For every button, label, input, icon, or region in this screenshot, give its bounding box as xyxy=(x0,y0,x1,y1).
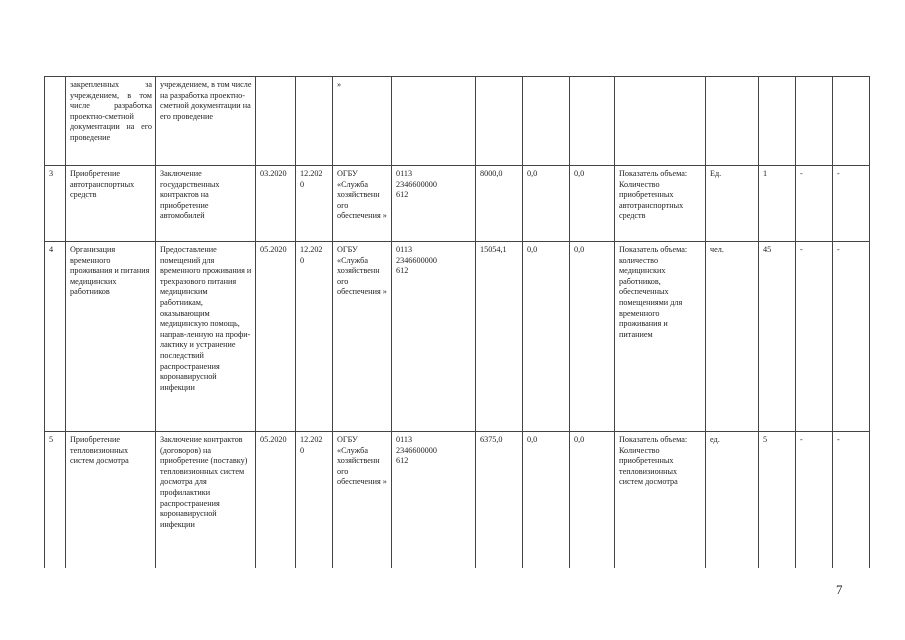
amount: 15054,1 xyxy=(476,242,523,432)
indicator-unit: чел. xyxy=(706,242,759,432)
amount-year-2 xyxy=(523,77,570,166)
indicator-value-2: - xyxy=(796,166,833,242)
start-date: 03.2020 xyxy=(256,166,296,242)
indicator-value: 5 xyxy=(759,432,796,568)
indicator-value-3: - xyxy=(833,166,870,242)
budget-code: 0113 2346600000 612 xyxy=(392,242,476,432)
executor: » xyxy=(333,77,392,166)
executor: ОГБУ «Служба хозяйственн ого обеспечения » xyxy=(333,432,392,568)
indicator: Показатель объема: количество медицинских работников, обеспеченных помещениями для временного проживания и питанием xyxy=(615,242,706,432)
table-row xyxy=(45,432,870,568)
indicator-value xyxy=(759,77,796,166)
measures-table xyxy=(44,76,870,568)
indicator-value-2 xyxy=(796,77,833,166)
row-number: 3 xyxy=(45,166,66,242)
amount-year-3 xyxy=(570,77,615,166)
amount-year-2: 0,0 xyxy=(523,166,570,242)
indicator-value-2: - xyxy=(796,432,833,568)
indicator: Показатель объема: Количество приобретенных тепловизионных систем досмотра xyxy=(615,432,706,568)
indicator-value-2: - xyxy=(796,242,833,432)
start-date xyxy=(256,77,296,166)
indicator-unit: Ед. xyxy=(706,166,759,242)
indicator-value: 45 xyxy=(759,242,796,432)
indicator-value-3: - xyxy=(833,242,870,432)
amount-year-2: 0,0 xyxy=(523,242,570,432)
start-date: 05.2020 xyxy=(256,242,296,432)
end-date: 12.202 0 xyxy=(296,242,333,432)
measure-name: закрепленных за учреждением, в том числе разработка проектно-сметной документации на его проведение xyxy=(66,77,156,166)
row-number xyxy=(45,77,66,166)
table-row xyxy=(45,242,870,432)
indicator: Показатель объема: Количество приобретенных автотранспортных средств xyxy=(615,166,706,242)
budget-code: 0113 2346600000 612 xyxy=(392,432,476,568)
measure-content: Заключение государственных контрактов на приобретение автомобилей xyxy=(156,166,256,242)
table-row xyxy=(45,166,870,242)
end-date xyxy=(296,77,333,166)
measure-name: Организация временного проживания и питания медицинских работников xyxy=(66,242,156,432)
indicator xyxy=(615,77,706,166)
end-date: 12.202 0 xyxy=(296,432,333,568)
budget-code: 0113 2346600000 612 xyxy=(392,166,476,242)
executor: ОГБУ «Служба хозяйственн ого обеспечения » xyxy=(333,166,392,242)
measure-content: Заключение контрактов (договоров) на приобретение (поставку) тепловизионных систем досмотра для профилактики распространения коронавирусной инфекции xyxy=(156,432,256,568)
indicator-unit xyxy=(706,77,759,166)
measure-content: учреждением, в том числе на разработка проектно-сметной документации на его проведение xyxy=(156,77,256,166)
table-row xyxy=(45,77,870,166)
executor: ОГБУ «Служба хозяйственн ого обеспечения » xyxy=(333,242,392,432)
indicator-value: 1 xyxy=(759,166,796,242)
measure-name: Приобретение тепловизионных систем досмотра xyxy=(66,432,156,568)
budget-code xyxy=(392,77,476,166)
amount: 6375,0 xyxy=(476,432,523,568)
indicator-value-3 xyxy=(833,77,870,166)
row-number: 5 xyxy=(45,432,66,568)
amount: 8000,0 xyxy=(476,166,523,242)
indicator-value-3: - xyxy=(833,432,870,568)
amount-year-3: 0,0 xyxy=(570,432,615,568)
measure-content: Предоставление помещений для временного проживания и трехразового питания медицинским работникам, оказывающим медицинскую помощь, направ-ленную на профи-лактику и устранение последствий распространения коронавирусной инфекции xyxy=(156,242,256,432)
amount xyxy=(476,77,523,166)
start-date: 05.2020 xyxy=(256,432,296,568)
measure-name: Приобретение автотранспортных средств xyxy=(66,166,156,242)
indicator-unit: ед. xyxy=(706,432,759,568)
page-number: 7 xyxy=(836,582,843,597)
end-date: 12.202 0 xyxy=(296,166,333,242)
amount-year-3: 0,0 xyxy=(570,166,615,242)
row-number: 4 xyxy=(45,242,66,432)
amount-year-2: 0,0 xyxy=(523,432,570,568)
amount-year-3: 0,0 xyxy=(570,242,615,432)
